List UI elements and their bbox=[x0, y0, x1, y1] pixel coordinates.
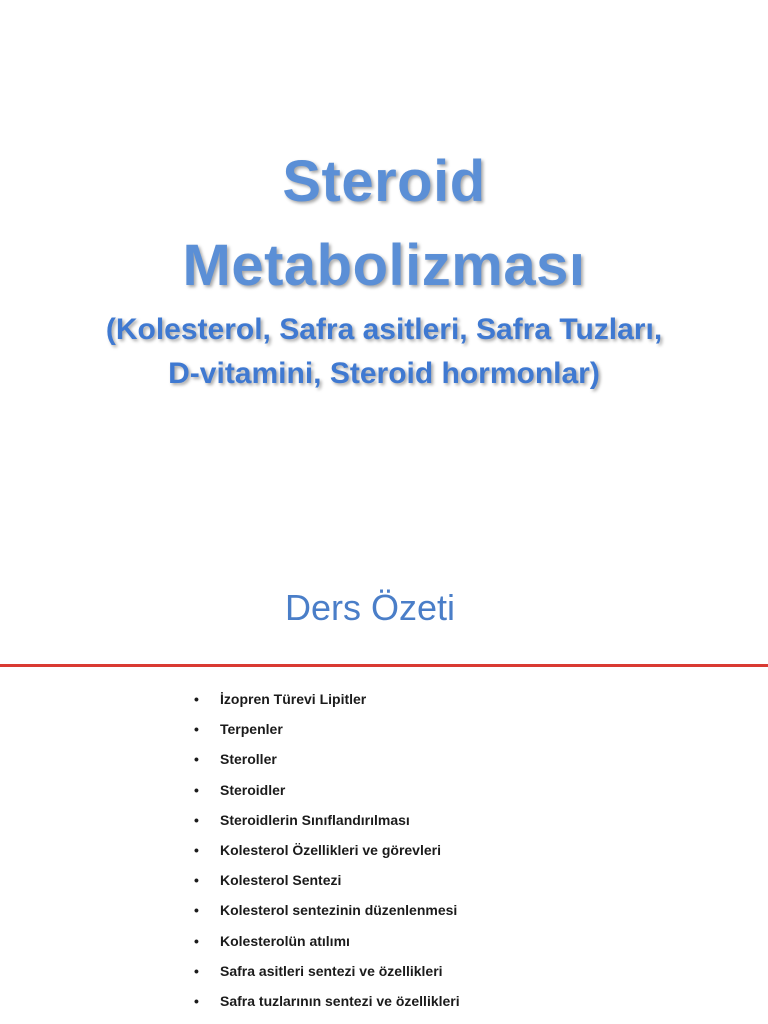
bullet-icon: • bbox=[194, 751, 199, 768]
bullet-icon: • bbox=[194, 872, 199, 889]
list-item bbox=[194, 775, 460, 805]
title-block bbox=[0, 140, 768, 396]
divider-line bbox=[0, 664, 768, 667]
subtitle-line-1: (Kolesterol, Safra asitleri, Safra Tuzları, bbox=[105, 313, 663, 346]
list-item bbox=[194, 835, 460, 865]
bullet-icon: • bbox=[194, 902, 199, 919]
list-item bbox=[194, 744, 460, 774]
list-item-text: İzopren Türevi Lipitler bbox=[220, 691, 367, 707]
list-item-text: Safra asitleri sentezi ve özellikleri bbox=[220, 962, 443, 979]
list-item bbox=[194, 986, 460, 1016]
title-line-2: Metabolizması bbox=[182, 233, 586, 298]
bullet-icon: • bbox=[194, 841, 199, 858]
list-item-text: Steroidler bbox=[220, 781, 286, 798]
list-item-text: Steroidlerin Sınıflandırılması bbox=[220, 811, 410, 828]
list-item bbox=[194, 684, 460, 714]
list-item bbox=[194, 926, 460, 956]
list-item bbox=[194, 805, 460, 835]
bullet-icon: • bbox=[194, 781, 199, 798]
list-item-text: Kolesterolün atılımı bbox=[220, 932, 350, 949]
list-item-text: Kolesterol sentezinin düzenlenmesi bbox=[220, 902, 458, 919]
list-item-text: Terpenler bbox=[220, 721, 283, 738]
list-item bbox=[194, 714, 460, 744]
bullet-icon: • bbox=[194, 962, 199, 979]
list-item bbox=[194, 865, 460, 895]
bullet-icon: • bbox=[194, 721, 199, 738]
title-line-1: Steroid bbox=[282, 149, 486, 214]
list-item-text: Kolesterol Sentezi bbox=[220, 872, 342, 889]
list-item-text: Steroller bbox=[220, 751, 277, 768]
list-item bbox=[194, 956, 460, 986]
list-item bbox=[194, 895, 460, 925]
subtitle-line-2: D-vitamini, Steroid hormonlar) bbox=[168, 357, 600, 390]
bullet-icon: • bbox=[194, 932, 199, 949]
bullet-icon: • bbox=[194, 992, 199, 1009]
list-item-text: Safra tuzlarının sentezi ve özellikleri bbox=[220, 992, 460, 1009]
summary-heading: Ders Özeti bbox=[284, 587, 456, 628]
bullet-icon: • bbox=[194, 811, 199, 828]
summary-list bbox=[194, 684, 460, 1016]
list-item-text: Kolesterol Özellikleri ve görevleri bbox=[220, 841, 441, 858]
bullet-icon: • bbox=[194, 691, 199, 707]
